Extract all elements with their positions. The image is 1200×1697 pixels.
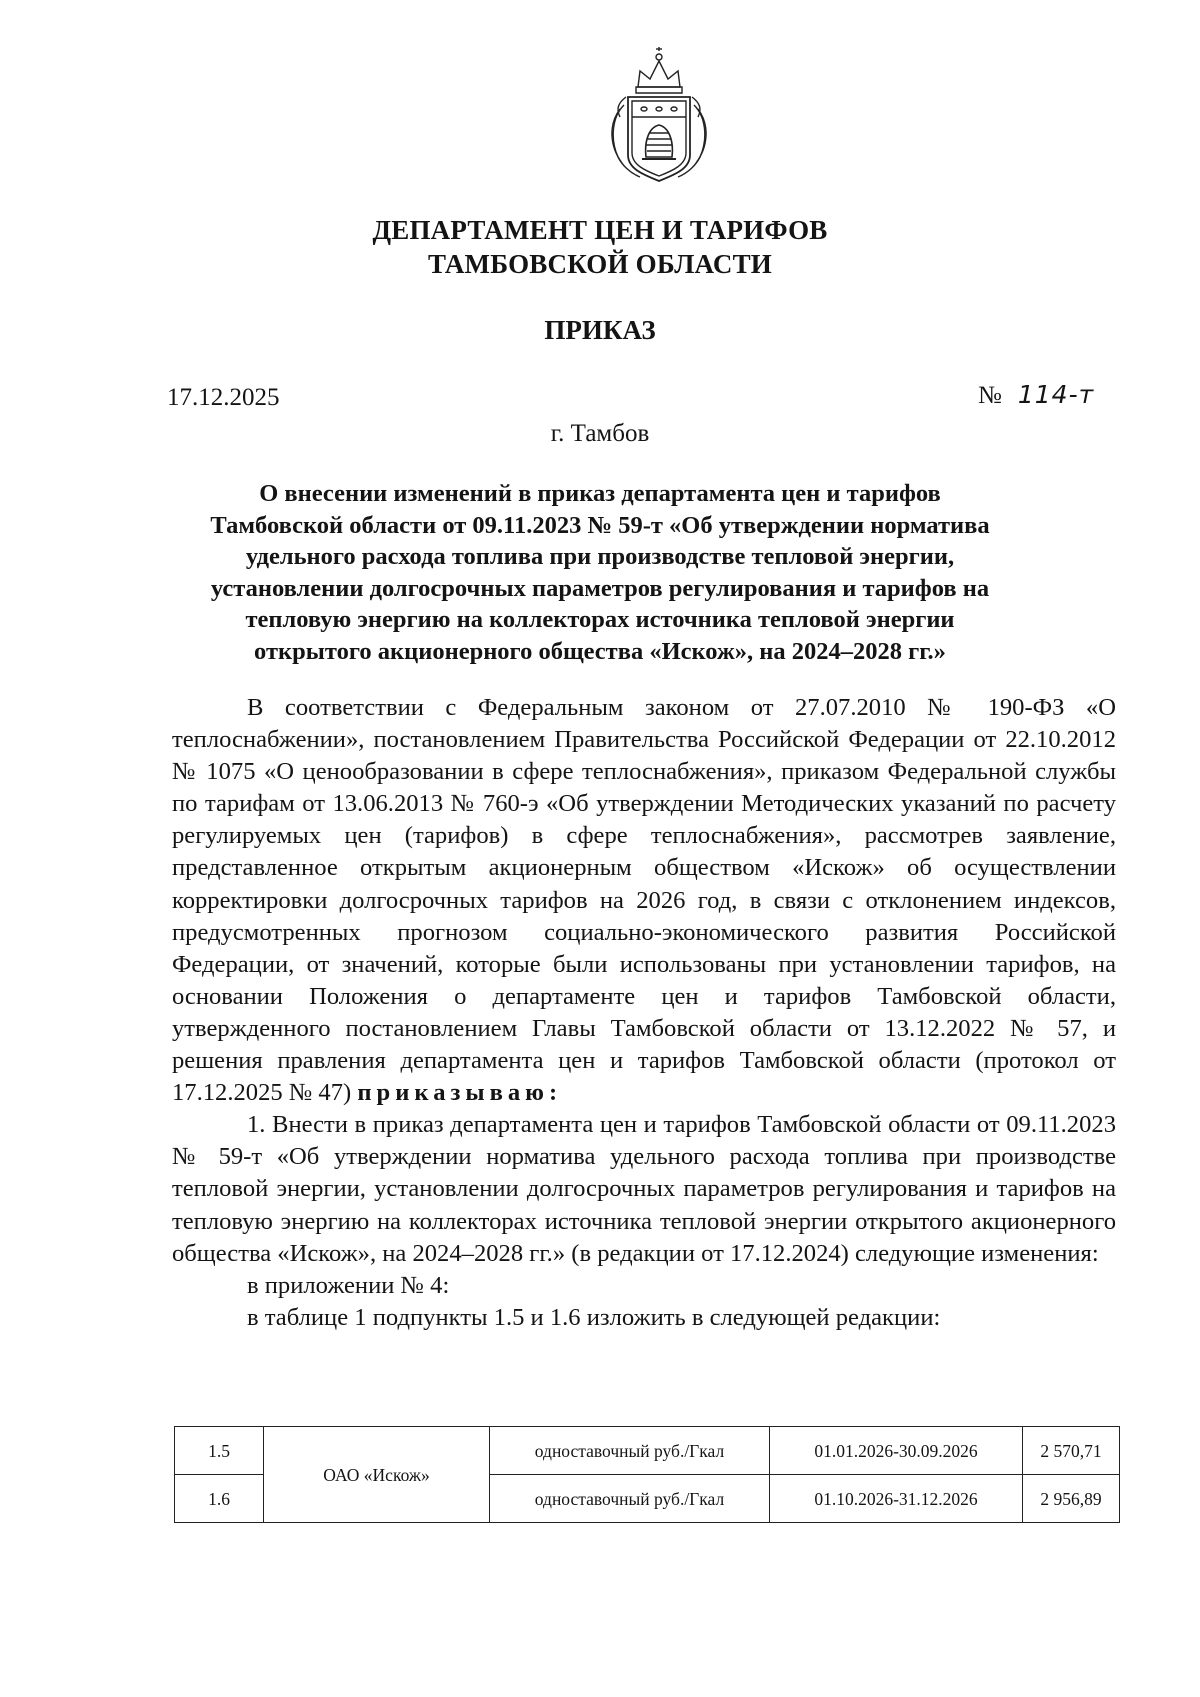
heading-line: открытого акционерного общества «Искож», на 2024–2028 гг.»	[254, 637, 946, 665]
order-colon: :	[548, 1079, 563, 1107]
preamble-text: В соответствии с Федеральным законом от 27.07.2010 № 190-ФЗ «О теплоснабжении», постановлением Правительства Российской Федерации от 22.10.2012 № 1075 «О ценообразовании в сфере теплоснабжения», приказом Федеральной службы по тарифам от 13.06.2013 № 760-э «Об утверждении Методических указаний по расчету регулируемых цен (тарифов) в сфере теплоснабжения», рассмотрев заявление, представленное открытым акционерным обществом «Искож» об осуществлении корректировки долгосрочных тарифов на 2026 год, в связи с отклонением индексов, предусмотренных прогнозом социально-экономического развития Российской Федерации, от значений, которые были использованы при установлении тарифов, на основании Положения о департаменте цен и тарифов Тамбовской области, утвержденного постановлением Главы Тамбовской области от 13.12.2022 № 57, и решения правления департамента цен и тарифов Тамбовской области (протокол от 17.12.2025 № 47)	[172, 694, 1116, 1107]
heading-line: установлении долгосрочных параметров регулирования и тарифов на	[210, 574, 990, 602]
tariff-table	[174, 1426, 1120, 1523]
row-number: 1.6	[175, 1475, 264, 1523]
department-name-line1: ДЕПАРТАМЕНТ ЦЕН И ТАРИФОВ	[372, 215, 828, 245]
coat-of-arms-emblem	[604, 47, 714, 185]
table-intro-paragraph: в таблице 1 подпункты 1.5 и 1.6 изложить в следующей редакции:	[247, 1303, 941, 1331]
document-type: ПРИКАЗ	[544, 315, 656, 345]
tariff-period: 01.01.2026-30.09.2026	[770, 1427, 1023, 1475]
document-body	[172, 692, 1116, 1334]
tariff-type: одноставочный руб./Гкал	[490, 1427, 770, 1475]
heading-line: Тамбовской области от 09.11.2023 № 59-т «Об утверждении норматива	[210, 511, 990, 539]
table-row	[175, 1427, 1120, 1475]
document-number	[978, 376, 1094, 415]
department-name-line2: ТАМБОВСКОЙ ОБЛАСТИ	[427, 249, 773, 279]
tariff-period: 01.10.2026-31.12.2026	[770, 1475, 1023, 1523]
document-city: г. Тамбов	[550, 420, 650, 447]
heading-line: тепловую энергию на коллекторах источника тепловой энергии	[245, 606, 955, 633]
tariff-value: 2 570,71	[1023, 1427, 1120, 1475]
row-number: 1.5	[175, 1427, 264, 1475]
appendix-paragraph: в приложении № 4:	[247, 1271, 450, 1299]
coat-of-arms-icon	[604, 47, 714, 185]
heading-line: удельного расхода топлива при производстве тепловой энергии,	[245, 543, 955, 570]
number-sign: №	[978, 382, 1002, 409]
document-heading	[190, 478, 1010, 667]
document-date: 17.12.2025	[167, 384, 280, 411]
heading-line: О внесении изменений в приказ департамента цен и тарифов	[259, 480, 941, 507]
tariff-value: 2 956,89	[1023, 1475, 1120, 1523]
tariff-type: одноставочный руб./Гкал	[490, 1475, 770, 1523]
item-1-paragraph: 1. Внести в приказ департамента цен и тарифов Тамбовской области от 09.11.2023 № 59-т «Об утверждении норматива удельного расхода топлива при производстве тепловой энергии, установлении долгосрочных параметров регулирования и тарифов на тепловую энергию на коллекторах источника тепловой энергии открытого акционерного общества «Искож», на 2024–2028 гг.» (в редакции от 17.12.2024) следующие изменения:	[172, 1111, 1116, 1267]
organization-cell: ОАО «Искож»	[264, 1427, 490, 1523]
handwritten-number: 114-т	[1017, 380, 1095, 409]
preamble-paragraph	[172, 692, 1116, 1109]
order-word: приказываю	[357, 1079, 549, 1107]
